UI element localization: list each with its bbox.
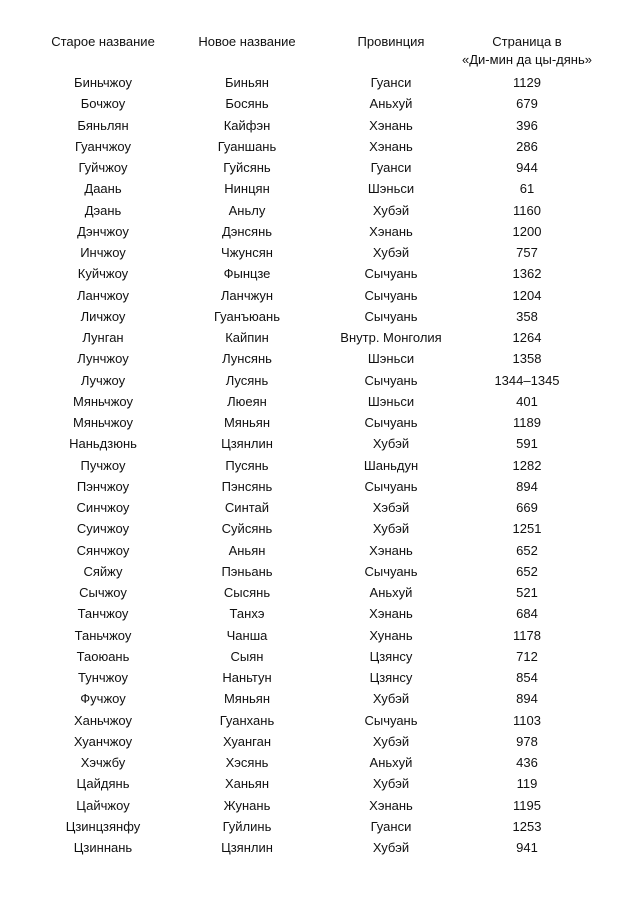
table-row	[0, 93, 636, 114]
table-row	[0, 412, 636, 433]
header-new-name: Новое название	[198, 34, 296, 49]
table-row	[0, 306, 636, 327]
cell-page: 757	[516, 245, 538, 261]
cell-new-name: Синтай	[224, 500, 270, 516]
cell-page: 1204	[512, 287, 542, 303]
table-row	[0, 348, 636, 369]
table-row	[0, 625, 636, 646]
cell-old-name: Дэнчжоу	[77, 223, 129, 239]
cell-page: 1264	[512, 330, 542, 346]
cell-new-name: Гуаншань	[217, 138, 277, 154]
table-row	[0, 497, 636, 518]
cell-province: Хубэй	[372, 202, 410, 218]
cell-new-name: Кайпин	[225, 330, 269, 346]
cell-new-name: Жунань	[223, 797, 271, 813]
cell-old-name: Гуанчжоу	[75, 138, 131, 154]
cell-old-name: Бочжоу	[80, 96, 126, 112]
cell-old-name: Таньчжоу	[74, 627, 132, 643]
cell-old-name: Гуйчжоу	[78, 160, 128, 176]
cell-old-name: Мяньчжоу	[72, 393, 133, 409]
table-row	[0, 561, 636, 582]
cell-province: Аньхуй	[369, 96, 413, 112]
cell-province: Аньхуй	[369, 755, 413, 771]
cell-old-name: Тунчжоу	[78, 670, 128, 686]
cell-province: Сычуань	[364, 563, 418, 579]
cell-page: 521	[516, 585, 538, 601]
table-row	[0, 795, 636, 816]
cell-old-name: Куйчжоу	[77, 266, 129, 282]
table-row	[0, 816, 636, 837]
cell-old-name: Наньдзюнь	[69, 436, 137, 452]
cell-page: 358	[516, 308, 538, 324]
table-row	[0, 455, 636, 476]
cell-province: Гуанси	[370, 75, 412, 91]
table-row	[0, 540, 636, 561]
cell-page: 591	[516, 436, 538, 452]
cell-old-name: Личжоу	[80, 308, 126, 324]
cell-province: Сычуань	[364, 712, 418, 728]
cell-page: 1103	[513, 712, 541, 728]
cell-old-name: Дэань	[84, 202, 122, 218]
cell-province: Шэньси	[367, 351, 415, 367]
cell-page: 1189	[513, 415, 541, 431]
cell-new-name: Лунсянь	[222, 351, 272, 367]
cell-province: Хубэй	[372, 840, 410, 856]
table-row	[0, 603, 636, 624]
cell-page: 1251	[512, 521, 542, 537]
cell-province: Шэньси	[367, 393, 415, 409]
header-old-name: Старое название	[51, 34, 155, 49]
table-row	[0, 136, 636, 157]
cell-old-name: Танчжоу	[77, 606, 129, 622]
table-row	[0, 667, 636, 688]
cell-old-name: Сычжоу	[79, 585, 127, 601]
cell-page: 684	[516, 606, 538, 622]
cell-new-name: Гуанхань	[219, 712, 275, 728]
table-row	[0, 327, 636, 348]
table-row	[0, 370, 636, 391]
table-row	[0, 731, 636, 752]
cell-old-name: Пэнчжоу	[76, 478, 130, 494]
cell-old-name: Таоюань	[76, 648, 130, 664]
cell-new-name: Аньлу	[228, 202, 266, 218]
cell-page: 652	[516, 542, 538, 558]
cell-page: 61	[519, 181, 535, 197]
cell-province: Цзянсу	[369, 670, 413, 686]
cell-new-name: Фынцзе	[223, 266, 271, 282]
cell-new-name: Чжунсян	[221, 245, 273, 261]
cell-new-name: Мяньян	[223, 415, 271, 431]
cell-old-name: Цзинцзянфу	[65, 818, 141, 834]
cell-new-name: Суйсянь	[221, 521, 273, 537]
cell-new-name: Наньтун	[222, 670, 272, 686]
cell-new-name: Сыян	[230, 648, 264, 664]
cell-province: Хэнань	[369, 117, 413, 133]
table-body	[0, 72, 636, 858]
cell-old-name: Сянчжоу	[76, 542, 130, 558]
header-page-line1: Страница в	[492, 34, 562, 49]
cell-new-name: Хэсянь	[225, 755, 269, 771]
cell-page: 1362	[512, 266, 542, 282]
cell-province: Цзянсу	[369, 648, 413, 664]
cell-new-name: Цзянлин	[221, 436, 273, 452]
table-row	[0, 688, 636, 709]
header-page-line2: «Ди-мин да цы-дянь»	[462, 52, 592, 67]
cell-page: 119	[516, 776, 538, 792]
cell-old-name: Ланчжоу	[77, 287, 129, 303]
table-row	[0, 837, 636, 858]
table-row	[0, 221, 636, 242]
cell-province: Сычуань	[364, 266, 418, 282]
cell-province: Аньхуй	[369, 585, 413, 601]
cell-province: Хэнань	[369, 606, 413, 622]
table-row	[0, 178, 636, 199]
cell-province: Хэнань	[369, 223, 413, 239]
table-row	[0, 157, 636, 178]
table-row	[0, 263, 636, 284]
cell-old-name: Пучжоу	[80, 457, 126, 473]
cell-old-name: Лунган	[82, 330, 124, 346]
table-row	[0, 476, 636, 497]
cell-old-name: Даань	[84, 181, 122, 197]
cell-old-name: Лучжоу	[80, 372, 126, 388]
cell-old-name: Фучжоу	[80, 691, 126, 707]
cell-page: 669	[516, 500, 538, 516]
cell-province: Хубэй	[372, 521, 410, 537]
cell-new-name: Босянь	[225, 96, 269, 112]
cell-new-name: Нинцян	[224, 181, 270, 197]
table-row	[0, 200, 636, 221]
table-row	[0, 752, 636, 773]
cell-old-name: Лунчжоу	[77, 351, 129, 367]
cell-province: Хубэй	[372, 776, 410, 792]
header-page	[442, 33, 612, 69]
table-row	[0, 518, 636, 539]
cell-page: 941	[516, 840, 538, 856]
cell-province: Сычуань	[364, 287, 418, 303]
table-row	[0, 646, 636, 667]
cell-province: Сычуань	[364, 372, 418, 388]
cell-new-name: Пэнсянь	[221, 478, 273, 494]
cell-province: Хэнань	[369, 797, 413, 813]
cell-new-name: Пусянь	[225, 457, 269, 473]
cell-new-name: Цзянлин	[221, 840, 273, 856]
cell-old-name: Суичжоу	[76, 521, 130, 537]
cell-province: Сычуань	[364, 415, 418, 431]
cell-old-name: Ханьчжоу	[73, 712, 133, 728]
cell-new-name: Аньян	[228, 542, 266, 558]
cell-page: 286	[516, 138, 538, 154]
cell-province: Хунань	[369, 627, 413, 643]
cell-new-name: Гуйсянь	[223, 160, 271, 176]
cell-new-name: Чанша	[226, 627, 268, 643]
cell-page: 944	[516, 160, 538, 176]
cell-new-name: Лусянь	[225, 372, 269, 388]
cell-page: 894	[516, 691, 538, 707]
cell-page: 1195	[513, 797, 541, 813]
cell-page: 854	[516, 670, 538, 686]
table-row	[0, 582, 636, 603]
cell-page: 1178	[513, 627, 541, 643]
cell-old-name: Биньчжоу	[74, 75, 132, 91]
cell-new-name: Кайфэн	[223, 117, 271, 133]
cell-province: Хубэй	[372, 733, 410, 749]
cell-new-name: Гуанъюань	[214, 308, 280, 324]
cell-new-name: Гуйлинь	[222, 818, 272, 834]
cell-old-name: Цайчжоу	[76, 797, 130, 813]
cell-province: Шэньси	[367, 181, 415, 197]
cell-old-name: Инчжоу	[80, 245, 126, 261]
cell-province: Гуанси	[370, 818, 412, 834]
cell-province: Сычуань	[364, 308, 418, 324]
cell-new-name: Ханьян	[224, 776, 270, 792]
table-row	[0, 391, 636, 412]
cell-province: Хэнань	[369, 542, 413, 558]
cell-new-name: Дэнсянь	[221, 223, 273, 239]
cell-page: 436	[516, 755, 538, 771]
cell-old-name: Сяйжу	[83, 563, 123, 579]
cell-province: Хэбэй	[372, 500, 410, 516]
cell-province: Внутр. Монголия	[340, 330, 442, 346]
cell-new-name: Люеян	[227, 393, 267, 409]
header-province: Провинция	[357, 34, 425, 49]
table-row	[0, 115, 636, 136]
cell-old-name: Мяньчжоу	[72, 415, 133, 431]
cell-province: Хубэй	[372, 691, 410, 707]
cell-new-name: Хуанган	[222, 733, 271, 749]
cell-old-name: Синчжоу	[76, 500, 130, 516]
cell-page: 1200	[512, 223, 542, 239]
cell-page: 1344–1345	[494, 372, 560, 388]
cell-province: Сычуань	[364, 478, 418, 494]
cell-province: Хэнань	[369, 138, 413, 154]
cell-old-name: Цзиннань	[73, 840, 133, 856]
cell-province: Хубэй	[372, 436, 410, 452]
cell-old-name: Хэчжбу	[80, 755, 126, 771]
cell-new-name: Мяньян	[223, 691, 271, 707]
cell-page: 396	[516, 117, 538, 133]
cell-province: Хубэй	[372, 245, 410, 261]
cell-new-name: Биньян	[225, 75, 269, 91]
cell-page: 894	[516, 478, 538, 494]
cell-page: 1282	[512, 457, 542, 473]
cell-new-name: Сысянь	[223, 585, 271, 601]
table-row	[0, 72, 636, 93]
cell-page: 1160	[513, 202, 541, 218]
table-row	[0, 242, 636, 263]
cell-old-name: Цайдянь	[76, 776, 130, 792]
cell-old-name: Бяньлян	[77, 117, 129, 133]
cell-province: Гуанси	[370, 160, 412, 176]
cell-province: Шаньдун	[363, 457, 419, 473]
cell-page: 712	[516, 648, 538, 664]
cell-page: 1129	[513, 75, 541, 91]
table-row	[0, 773, 636, 794]
cell-new-name: Пэньань	[221, 563, 273, 579]
table-header	[0, 33, 636, 72]
cell-page: 978	[516, 733, 538, 749]
table-row	[0, 433, 636, 454]
cell-page: 652	[516, 563, 538, 579]
cell-new-name: Танхэ	[229, 606, 265, 622]
cell-page: 401	[516, 393, 538, 409]
table-row	[0, 285, 636, 306]
cell-page: 1253	[512, 818, 542, 834]
place-names-table	[0, 33, 636, 858]
cell-page: 679	[516, 96, 538, 112]
cell-new-name: Ланчжун	[220, 287, 274, 303]
cell-page: 1358	[512, 351, 542, 367]
table-row	[0, 710, 636, 731]
cell-old-name: Хуанчжоу	[73, 733, 133, 749]
